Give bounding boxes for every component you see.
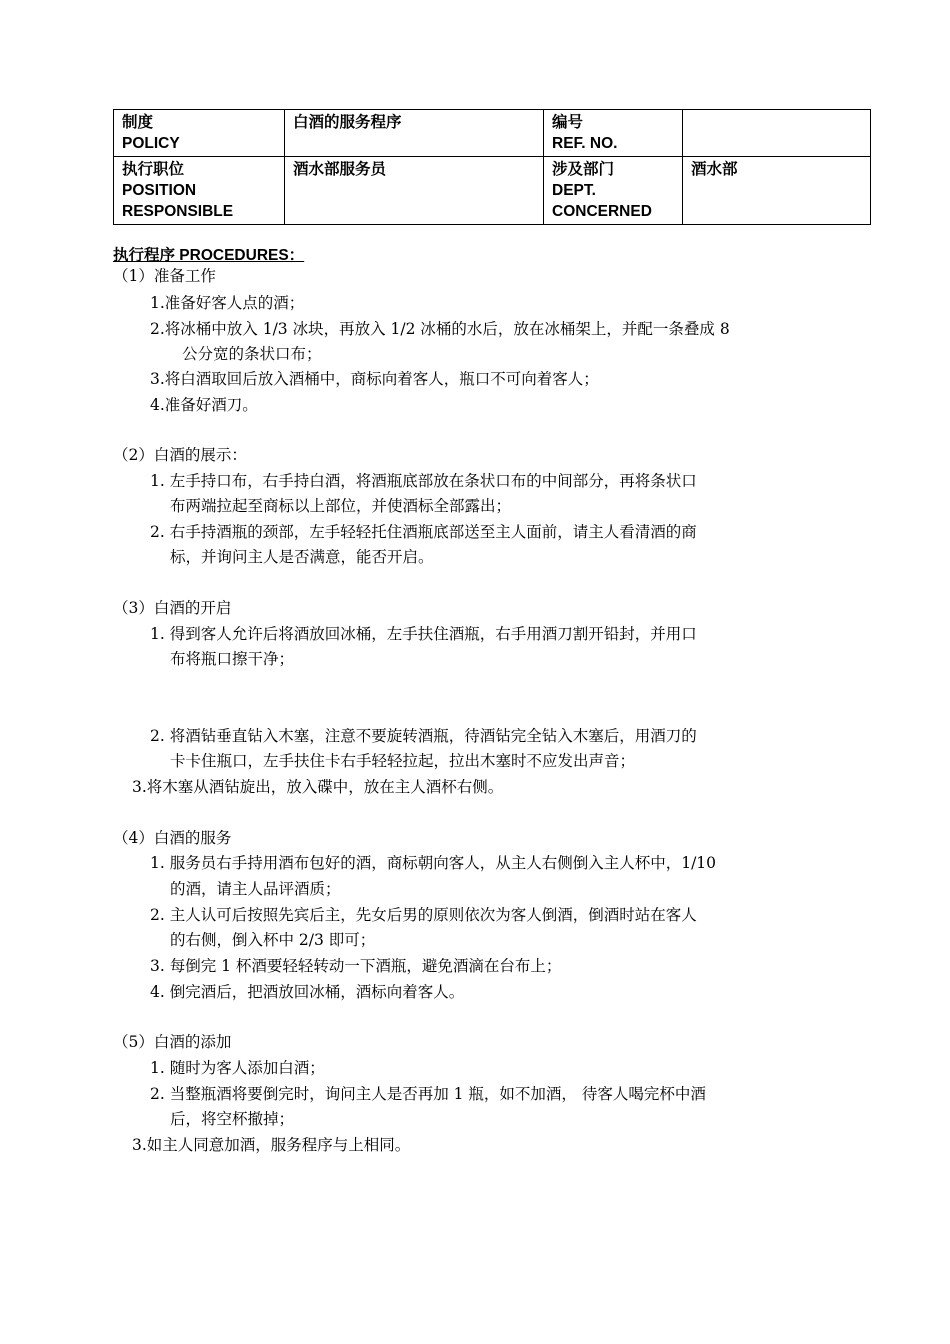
- section-4-step-1-cont: 的酒，请主人品评酒质；: [170, 880, 341, 898]
- section-4-step-1: 1. 服务员右手持用酒布包好的酒，商标朝向客人，从主人右侧倒入主人杯中，1/10: [150, 854, 717, 872]
- section-3-title: （3）白酒的开启: [113, 599, 232, 617]
- position-value-cell: [285, 157, 544, 225]
- section-5-step-3: 3.如主人同意加酒，服务程序与上相同。: [132, 1136, 411, 1154]
- section-5-step-2: 2. 当整瓶酒将要倒完时，询问主人是否再加 1 瓶，如不加酒， 待客人喝完杯中酒: [150, 1085, 706, 1103]
- section-2-step-2: 2. 右手持酒瓶的颈部，左手轻轻托住酒瓶底部送至主人面前，请主人看清酒的商: [150, 523, 697, 541]
- dept-label-en2: CONCERNED: [552, 203, 652, 220]
- section-3-step-1-cont: 布将瓶口擦干净；: [170, 650, 295, 668]
- section-3-step-2: 2. 将酒钻垂直钻入木塞，注意不要旋转酒瓶，待酒钻完全钻入木塞后，用酒刀的: [150, 727, 697, 745]
- section-2-step-2-cont: 标，并询问主人是否满意，能否开启。: [170, 548, 434, 566]
- position-label-en2: RESPONSIBLE: [122, 203, 234, 220]
- ref-label-en: REF. NO.: [552, 135, 618, 152]
- section-3-step-1: 1. 得到客人允许后将酒放回冰桶，左手扶住酒瓶，右手用酒刀割开铅封，并用口: [150, 625, 697, 643]
- dept-label-cell: [544, 157, 683, 225]
- section-2-step-1: 1. 左手持口布，右手持白酒，将酒瓶底部放在条状口布的中间部分，再将条状口: [150, 472, 697, 490]
- policy-value-cell: [285, 110, 544, 157]
- policy-label-en: POLICY: [122, 135, 180, 152]
- section-5-step-2-cont: 后，将空杯撤掉；: [170, 1110, 295, 1128]
- header-row-position: [114, 157, 871, 225]
- policy-header-table: [113, 109, 871, 225]
- section-5-step-1: 1. 随时为客人添加白酒；: [150, 1059, 325, 1077]
- section-4-step-2: 2. 主人认可后按照先宾后主，先女后男的原则依次为客人倒酒，倒酒时站在客人: [150, 906, 697, 924]
- dept-value-cell: [683, 157, 871, 225]
- section-3-step-3: 3.将木塞从酒钻旋出，放入碟中，放在主人酒杯右侧。: [132, 778, 504, 796]
- ref-label-cn: 编号: [552, 114, 584, 131]
- ref-label-cell: [544, 110, 683, 157]
- section-4-step-3: 3. 每倒完 1 杯酒要轻轻转动一下酒瓶，避免酒滴在台布上；: [150, 957, 562, 975]
- section-4-title: （4）白酒的服务: [113, 829, 232, 847]
- section-2-step-1-cont: 布两端拉起至商标以上部位，并使酒标全部露出；: [170, 497, 512, 515]
- section-3-step-2-cont: 卡卡住瓶口，左手扶住卡右手轻轻拉起，拉出木塞时不应发出声音；: [170, 752, 636, 770]
- section-1-step-2: 2.将冰桶中放入 1/3 冰块，再放入 1/2 冰桶的水后，放在冰桶架上，并配一条叠成 8: [150, 320, 730, 338]
- position-value: 酒水部服务员: [293, 161, 387, 178]
- position-label-en1: POSITION: [122, 182, 197, 199]
- section-1-step-3: 3.将白酒取回后放入酒桶中，商标向着客人，瓶口不可向着客人；: [150, 370, 599, 388]
- section-2-title: （2）白酒的展示：: [113, 446, 247, 464]
- section-1-step-2-cont: 公分宽的条状口布；: [182, 345, 322, 363]
- section-4-step-4: 4. 倒完酒后，把酒放回冰桶，酒标向着客人。: [150, 983, 465, 1001]
- position-label-cell: [114, 157, 285, 225]
- dept-value: 酒水部: [691, 161, 738, 178]
- dept-label-en1: DEPT.: [552, 182, 596, 199]
- section-1-title: （1）准备工作: [113, 267, 216, 285]
- policy-label-cell: [114, 110, 285, 157]
- policy-value: 白酒的服务程序: [293, 114, 402, 131]
- section-1-step-4: 4.准备好酒刀。: [150, 396, 258, 414]
- ref-value-cell: [683, 110, 871, 157]
- section-4-step-2-cont: 的右侧，倒入杯中 2/3 即可；: [170, 931, 376, 949]
- section-1-step-1: 1.准备好客人点的酒；: [150, 294, 305, 312]
- position-label-cn: 执行职位: [122, 161, 185, 178]
- header-row-policy: [114, 110, 871, 157]
- procedures-title: 执行程序 PROCEDURES：: [113, 247, 305, 264]
- policy-label-cn: 制度: [122, 114, 154, 131]
- section-5-title: （5）白酒的添加: [113, 1033, 232, 1051]
- dept-label-cn: 涉及部门: [552, 161, 615, 178]
